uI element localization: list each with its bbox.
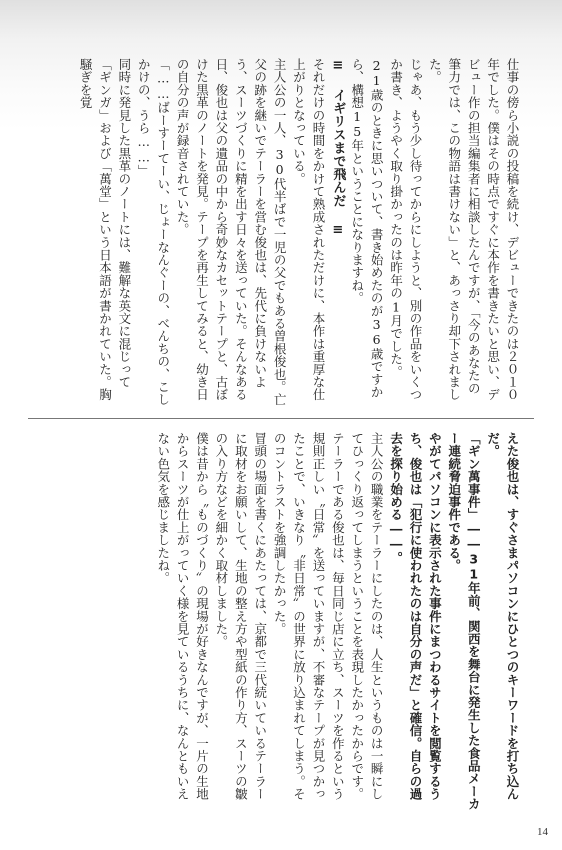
paragraph: テーラーである俊也は、毎日同じ店に立ち、スーツを作るという規則正しい〝日常〟を送っていますが、不審なテープが見つかったことで、いきなり〝非日常〟の世界に放り込まれてしまう。そのコントラストを強調したかった。 xyxy=(272,432,346,801)
paragraph: えた俊也は、すぐさまパソコンにひとつのキーワードを打ち込んだ。 xyxy=(485,432,520,801)
paragraph: 主人公の一人、30代半ばで一児の父でもある曽根俊也。亡父の跡を継いでテーラーを営む俊也は、先代に負けないよう、スーツづくりに精を出す日々を送っていた。そんなある日、俊也は父の遺品の中から奇妙なカセットテープと、古ぼけた黒革のノートを発見。テープを再生してみると、幼き日の自分の声が録音されていた。 xyxy=(175,58,288,406)
paragraph: それだけの時間をかけて熟成されただけに、本作は重厚な仕上がりとなっている。 xyxy=(291,58,326,401)
paragraph: 仕事の傍ら小説の投稿を続け、デビューできたのは２０１０年でした。僕はその時点ですぐに本作を書きたいと思い、デビュー作の担当編集者に相談したんですが、「今のあなたの筆力では、この物語は書けない」と、あっさり却下されました。 xyxy=(427,58,520,401)
paragraph: じゃあ、もう少し待ってからにしようと、別の作品をいくつか書き、ようやく取り掛かったのは昨年の1月でした。21歳のときに思いついて、書き始めたのが36歳ですから、構想15年ということになりますね。 xyxy=(349,58,423,401)
quoted-line: 「……ばーすーてーい、じょーなんぐーの、べんちの、こしかけの、うら……」 xyxy=(136,58,171,406)
paragraph: 主人公の職業をテーラーにしたのは、人生というものは一瞬にしてひっくり返ってしまうということを表現したかったからです。 xyxy=(349,432,385,801)
upper-text-block xyxy=(30,58,522,406)
lower-text-block xyxy=(30,432,522,812)
page-number: 14 xyxy=(537,826,548,838)
paragraph: 僕は昔から〝ものづくり〟の現場が好きなんですが、一片の生地からスーツが仕上がっていく様を見ているうちに、なんともいえない色気を感じましたね。 xyxy=(155,432,210,801)
paragraph: 同時に発見した黒革のノートには、難解な英文に混じって「ギンガ」および「萬堂」という日本語が書かれていた。胸騒ぎを覚 xyxy=(78,58,132,401)
section-divider xyxy=(28,418,534,419)
paragraph: 冒頭の場面を書くにあたっては、京都で三代続いているテーラーに取材をお願いして、生地の整え方や型紙の作り方、スーツの皺の入り方などを細かく取材しました。 xyxy=(213,432,268,801)
paragraph: やがてパソコンに表示された事件にまつわるサイトを閲覧するうち、俊也は「犯行に使われたのは自分の声だ」と確信。自らの過去を探り始める――。 xyxy=(388,432,443,801)
paragraph: 「ギン萬事件」――31年前、関西を舞台に発生した食品メーカー連続脅迫事件である。 xyxy=(446,432,482,811)
section-heading: ≡ イギリスまで飛んだ ≡ xyxy=(330,58,346,238)
